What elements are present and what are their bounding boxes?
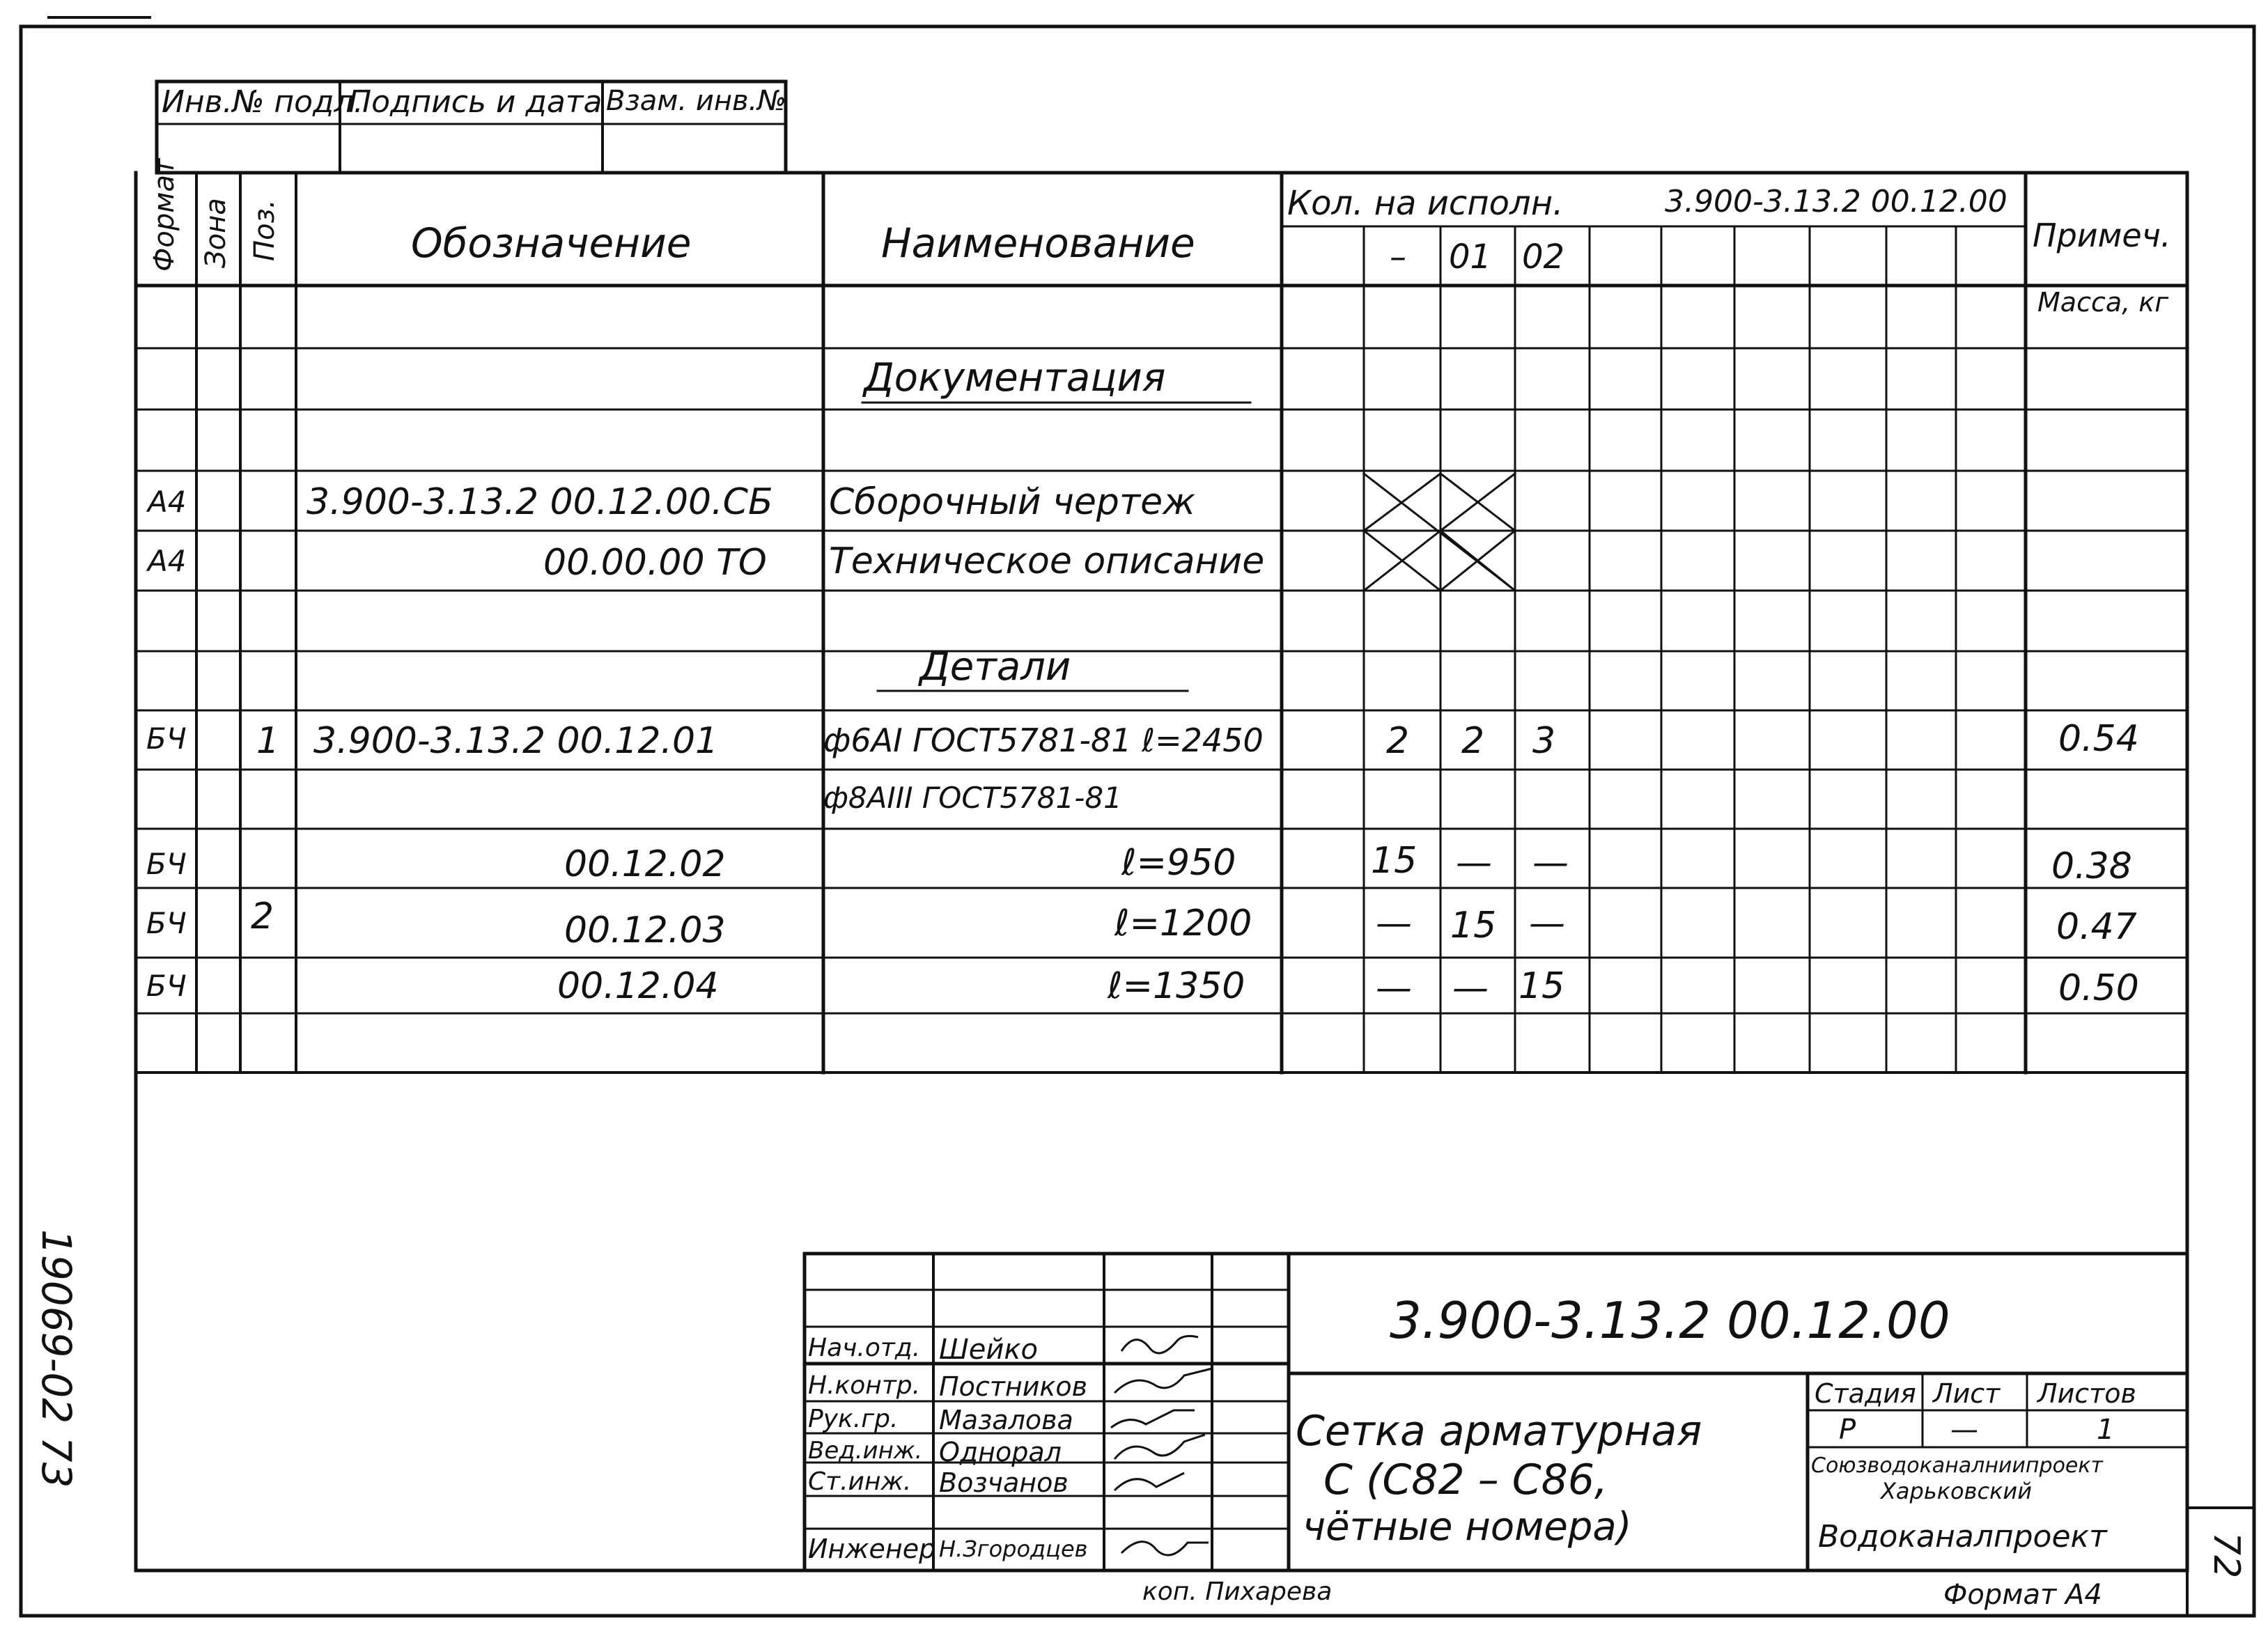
section-documentation: Документация (864, 355, 1166, 400)
signature-6 (1121, 1542, 1209, 1555)
row-name: ф6АI ГОСТ5781-81 ℓ=2450 (823, 722, 1264, 759)
title-line-3: чётные номера) (1303, 1504, 1632, 1550)
row-format: БЧ (146, 906, 187, 940)
row-qty-base: 15 (1371, 840, 1418, 882)
row-name: Сборочный чертеж (829, 481, 1195, 523)
row-name: ℓ=950 (1121, 842, 1236, 884)
org-line-3: Водоканалпроект (1818, 1519, 2107, 1554)
page-number: 72 (2205, 1532, 2247, 1579)
row-mass: 0.38 (2051, 845, 2132, 887)
row-qty-02: — (1529, 903, 1565, 944)
row-format: А4 (148, 485, 187, 519)
header-format: Формат (148, 158, 180, 272)
stamp-inv-number: Инв.№ подл. (162, 84, 364, 120)
org-line-1: Союзводоканалниипроект (1811, 1453, 2103, 1478)
stamp-signature-date: Подпись и дата (348, 84, 603, 120)
role-person: Возчанов (939, 1467, 1069, 1498)
sheet-header: Лист (1933, 1378, 2001, 1409)
header-name: Наименование (881, 219, 1195, 267)
row-name: ф8АIII ГОСТ5781-81 (823, 781, 1122, 815)
signature-1 (1121, 1336, 1198, 1353)
stage-value: Р (1839, 1414, 1856, 1446)
role-label: Нач.отд. (808, 1334, 921, 1362)
row-designation: 00.12.03 (564, 910, 726, 951)
header-zone: Зона (200, 198, 232, 268)
row-name: Техническое описание (829, 540, 1265, 582)
row-mass: 0.54 (2058, 718, 2139, 760)
row-qty-01: 15 (1450, 905, 1497, 946)
doc-number: 3.900-3.13.2 00.12.00 (1390, 1291, 1950, 1350)
row-format: А4 (148, 544, 187, 578)
sheet-value: — (1950, 1414, 1978, 1446)
row-qty-01: — (1456, 842, 1492, 884)
side-archive-stamp: 19069-02 73 (33, 1229, 80, 1488)
signatures (1111, 1336, 1212, 1555)
stage-header: Стадия (1815, 1378, 1916, 1409)
role-person: Н.Згородцев (939, 1536, 1088, 1562)
row-designation: 00.12.02 (564, 843, 726, 885)
row-pos: 1 (256, 720, 280, 762)
header-note-mass: Масса, кг (2037, 287, 2169, 318)
role-label: Ст.инж. (808, 1467, 912, 1496)
row-format: БЧ (146, 722, 187, 756)
role-person: Шейко (939, 1334, 1039, 1366)
signature-3 (1111, 1410, 1195, 1428)
role-label: Инженер (808, 1534, 936, 1564)
role-label: Вед.инж. (808, 1437, 923, 1465)
title-line-1: Сетка арматурная (1296, 1407, 1702, 1456)
row-mass: 0.50 (2058, 967, 2139, 1009)
row-qty-02: 3 (1532, 720, 1556, 762)
row-name: ℓ=1200 (1114, 903, 1252, 944)
row-designation: 00.12.04 (557, 965, 719, 1007)
row-format: БЧ (146, 969, 187, 1003)
header-qty-group: Кол. на исполн. (1287, 184, 1564, 223)
row-qty-01: — (1452, 967, 1489, 1009)
header-variant-01: 01 (1449, 237, 1492, 276)
header-pos: Поз. (249, 199, 281, 261)
header-note: Примеч. (2033, 217, 2171, 254)
role-label: Рук.гр. (808, 1405, 899, 1433)
stamp-replaced-inv: Взам. инв.№ (606, 85, 786, 117)
header-variant-base: – (1390, 237, 1406, 276)
row-format: БЧ (146, 847, 187, 881)
header-doc-code: 3.900-3.13.2 00.12.00 (1665, 184, 2007, 219)
role-person: Постников (939, 1371, 1087, 1402)
row-qty-02: 15 (1519, 965, 1565, 1007)
signature-5 (1114, 1473, 1184, 1490)
header-variant-02: 02 (1522, 237, 1565, 276)
header-designation: Обозначение (411, 219, 692, 267)
row-qty-base: 2 (1386, 720, 1410, 762)
copied-by: коп. Пихарева (1142, 1577, 1333, 1606)
row-mass: 0.47 (2056, 906, 2137, 948)
format-label: Формат А4 (1943, 1579, 2102, 1611)
role-person: Мазалова (939, 1405, 1073, 1435)
signature-2 (1114, 1369, 1212, 1393)
row-qty-01: 2 (1461, 720, 1485, 762)
row-qty-02: — (1532, 842, 1569, 884)
sheets-header: Листов (2037, 1378, 2136, 1409)
role-label: Н.контр. (808, 1371, 921, 1400)
row-qty-base: — (1376, 967, 1412, 1009)
row-pos: 2 (251, 896, 274, 937)
row-designation: 3.900-3.13.2 00.12.00.СБ (306, 481, 773, 523)
signature-4 (1114, 1435, 1205, 1459)
section-details: Детали (919, 644, 1071, 689)
row-designation: 3.900-3.13.2 00.12.01 (313, 720, 719, 762)
title-line-2: С (С82 – С86, (1323, 1456, 1608, 1504)
row-name: ℓ=1350 (1108, 965, 1245, 1007)
role-person: Однорал (939, 1437, 1062, 1467)
sheets-value: 1 (2097, 1414, 2115, 1446)
org-line-2: Харьковский (1881, 1478, 2032, 1504)
row-qty-base: — (1376, 903, 1412, 944)
row-designation: 00.00.00 ТО (543, 542, 767, 584)
